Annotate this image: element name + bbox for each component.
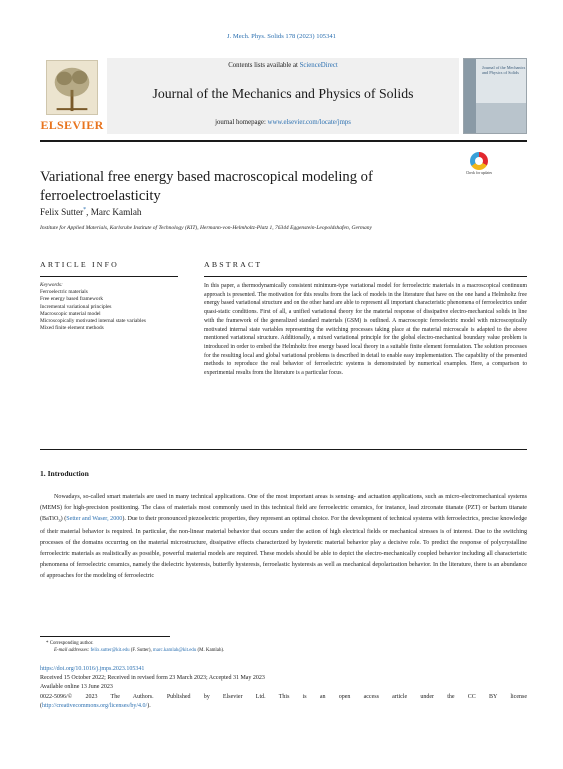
journal-title: Journal of the Mechanics and Physics of Solids [152,86,414,101]
sciencedirect-link[interactable]: ScienceDirect [299,62,338,69]
corresponding-mark[interactable]: * [83,207,87,213]
introduction-heading: 1. Introduction [40,469,89,478]
footnote-mark: * [46,641,49,646]
homepage-prefix: journal homepage: [215,119,268,126]
author-list [40,207,142,217]
homepage-line [107,119,459,126]
contents-prefix: Contents lists available at [228,62,300,69]
author-2[interactable]: , Marc Kamlah [86,207,142,218]
journal-masthead [40,58,527,134]
license-paren: ). [147,702,151,709]
abstract-text: In this paper, a thermodynamically consistent minimum-type variational model for ferroelectric materials in a macroscopical continuum approach is presented. The motivation for this results from the lack of models in the literature that have on the one hand a Helmholtz free energy based variational structure and on the other hand are able to represent all important characteristic phenomena of ferroelectrics under quasi-static conditions. First of all, a unified variational theory for the material response of dissipative electro-mechanical solids in line with the framework of the generalized standard materials (GSM) is outlined. A macroscopic ferroelectric model with microscopically motivated internal state variables representing the switching processes taking place at the material microscale is adapted to the above mentioned variational structure. Additionally, a mixed variational principle for the global electro-mechanical boundary value problem is introduced in order to embed the Helmholtz free energy based local theory in a suitable finite element formulation. The solution processes for the resulting local and global variational problems is described in detail to enable easy implementation. The capability of the presented methods to reproduce the real behavior of ferroelectric systems is demonstrated by numerical examples. Here, a comparison to experimental results from the literature is a particular focus. [204,283,527,377]
email-owner-1: (F. Sutter), [129,648,153,654]
keyword-item: Mixed finite element methods [40,325,104,332]
elsevier-logo [40,58,104,134]
cover-title: Journal of the Mechanics and Physics of Solids [482,65,526,75]
keyword-item: Incremental variational principles [40,303,112,310]
footnote-corresponding-text: Corresponding author. [49,641,94,646]
crossmark-label: Check for updates [465,171,493,175]
introduction-paragraph [40,492,527,582]
footnote-corresponding [40,640,527,647]
license-link-line [40,702,527,711]
masthead-divider [40,140,527,142]
affiliation: Institute for Applied Materials, Karlsruhe Institute of Technology (KIT), Hermann-von-Helmholtz-Platz 1, 76344 Eggenstein-Leopoldshafen, Germany [40,225,372,231]
available-online: Available online 13 June 2023 [40,684,113,691]
footnote [40,640,527,654]
intro-text-part: ). Due to their pronounced piezoelectric properties, they represent an optimal choice. For the development of technical systems with ferroelectrics, precise knowledge of their material behavior is required. In particular, the non-linear material behavior that occurs under the action of high electrical fields or mechanical stresses is of interest. Due to the switching processes of the domains occurring on the material microstructure, dissipative effects characterized by hysteretic material behavior play a decisive role. To predict the response of polycrystalline ferroelectric materials as realistically as possible, powerful material models are required. These models should be able to depict the electro-mechanically coupled behavior including all characteristic phenomena of ferroelectric ceramics, namely the dielectric hysteresis, butterfly hysteresis, ferroelastic hysteresis as well as mechanical depolarization behavior. In the literature, there is an abundance of approaches for the modeling of ferroelectric [40,516,527,579]
article-title: Variational free energy based macroscopical modeling of ferroelectroelasticity [40,169,373,204]
publication-meta [40,665,527,711]
license-paren: ( [40,702,42,709]
keywords-block [40,282,178,332]
email-owner-2: (M. Kamlah). [196,648,225,654]
intro-subscript: 3 [58,518,61,524]
journal-reference[interactable]: J. Mech. Phys. Solids 178 (2023) 105341 [227,33,336,40]
keywords-label: Keywords: [40,282,63,288]
doi-link[interactable]: https://doi.org/10.1016/j.jmps.2023.105341 [40,666,145,672]
citation-link[interactable]: Setter and Waser, 2000 [66,516,123,523]
journal-cover-image [463,58,527,134]
email-label: E-mail addresses: [54,648,90,654]
crossmark-badge[interactable] [464,151,494,181]
article-info-heading: ARTICLE INFO [40,260,119,269]
email-link-sutter[interactable]: felix.sutter@kit.edu [90,648,130,654]
received-dates: Received 15 October 2022; Received in revised form 23 March 2023; Accepted 31 May 2023 [40,675,265,682]
author-1[interactable]: Felix Sutter [40,207,84,218]
email-link-kamlah[interactable]: marc.kamlah@kit.edu [152,648,197,654]
keyword-item: Microscopically motivated internal state variables [40,318,146,325]
publisher-name: ELSEVIER [40,118,104,132]
elsevier-tree-icon [46,60,98,115]
footnote-divider [40,636,170,637]
keyword-item: Free energy based framework [40,296,103,303]
abstract-divider [40,449,527,450]
license-link[interactable]: http://creativecommons.org/licenses/by/4.0/ [42,702,148,709]
footnote-emails [40,647,527,654]
keyword-item: Macroscopic material model [40,310,101,317]
journal-homepage-link[interactable]: www.elsevier.com/locate/jmps [267,119,351,126]
article-info-rule [40,276,178,277]
license-statement: 0022-5096/© 2023 The Authors. Published by Elsevier Ltd. This is an open access article under the CC BY license [40,693,527,700]
contents-line [107,62,459,69]
intro-text-part: ) ( [60,516,67,523]
abstract-rule [204,276,527,277]
abstract-heading: ABSTRACT [204,260,263,269]
intro-text-part: Nowadays, so-called smart materials are used in many technical applications. One of the most important areas is sensing- and actuation applications, such as micro-electromechanical systems (MEMS) for high-precision positioning. The class of materials most commonly used in this technical field are ferroelectric ceramics, for instance, lead zirconate titanate (PZT) or barium titanate (BaTiO [40,494,527,523]
masthead-band [107,58,459,134]
keyword-item: Ferroelectric materials [40,289,88,296]
